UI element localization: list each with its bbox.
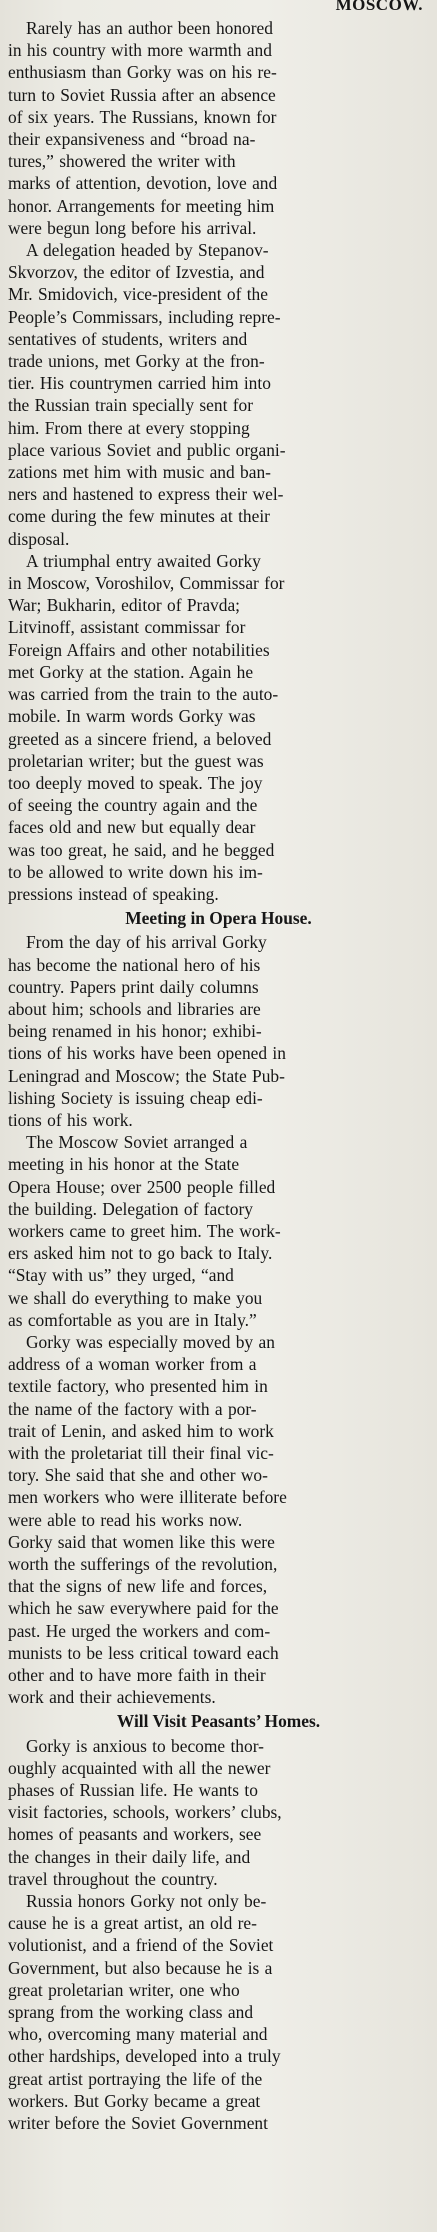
article-paragraph bbox=[8, 1735, 429, 1890]
text-line: Gorky said that women like this were bbox=[8, 1531, 275, 1552]
text-line: the changes in their daily life, and bbox=[8, 1846, 251, 1867]
text-line: ers asked him not to go back to Italy. bbox=[8, 1243, 273, 1264]
text-line: meeting in his honor at the State bbox=[8, 1154, 240, 1175]
text-line: faces old and new but equally dear bbox=[8, 817, 256, 838]
text-line: ners and hastened to express their wel- bbox=[8, 484, 284, 505]
text-line: marks of attention, devotion, love and bbox=[8, 173, 278, 194]
article-paragraph bbox=[8, 1890, 429, 2134]
text-line: cause he is a great artist, an old re- bbox=[8, 1913, 257, 1934]
text-line: proletarian writer; but the guest was bbox=[8, 750, 264, 771]
text-line: that the signs of new life and forces, bbox=[8, 1576, 268, 1597]
text-line: War; Bukharin, editor of Pravda; bbox=[8, 595, 240, 616]
text-line: we shall do everything to make you bbox=[8, 1287, 263, 1308]
text-line: being renamed in his honor; exhibi- bbox=[8, 1021, 262, 1042]
text-line: travel throughout the country. bbox=[8, 1868, 218, 1889]
text-line: in Moscow, Voroshilov, Commissar for bbox=[8, 573, 285, 594]
text-line: Gorky was especially moved by an bbox=[26, 1331, 275, 1352]
text-line: tier. His countrymen carried him into bbox=[8, 373, 271, 394]
article-body bbox=[8, 17, 429, 2134]
text-line: disposal. bbox=[8, 528, 70, 549]
article-paragraph bbox=[8, 550, 429, 905]
text-line: turn to Soviet Russia after an absence bbox=[8, 84, 276, 105]
text-line: volutionist, and a friend of the Soviet bbox=[8, 1935, 274, 1956]
text-line: pressions instead of speaking. bbox=[8, 883, 219, 904]
text-line: People’s Commissars, including repre- bbox=[8, 306, 281, 327]
text-line: trait of Lenin, and asked him to work bbox=[8, 1420, 274, 1441]
text-line: Gorky is anxious to become thor- bbox=[26, 1735, 264, 1756]
text-line: were begun long before his arrival. bbox=[8, 217, 257, 238]
text-line: the name of the factory with a por- bbox=[8, 1398, 257, 1419]
article-paragraph bbox=[8, 239, 429, 550]
dateline: MOSCOW. bbox=[335, 0, 423, 14]
text-line: tions of his works have been opened in bbox=[8, 1043, 286, 1064]
text-line: greeted as a sincere friend, a beloved bbox=[8, 728, 272, 749]
text-line: other hardships, developed into a truly bbox=[8, 2046, 281, 2067]
article-paragraph bbox=[8, 931, 429, 1131]
article-paragraph bbox=[8, 1331, 429, 1708]
text-line: Russia honors Gorky not only be- bbox=[26, 1891, 267, 1912]
text-line: who, overcoming many material and bbox=[8, 2024, 268, 2045]
text-line: to be allowed to write down his im- bbox=[8, 861, 263, 882]
text-line: met Gorky at the station. Again he bbox=[8, 661, 254, 682]
text-line: great proletarian writer, one who bbox=[8, 1979, 240, 2000]
text-line: address of a woman worker from a bbox=[8, 1354, 257, 1375]
text-line: Government, but also because he is a bbox=[8, 1957, 273, 1978]
text-line: textile factory, who presented him in bbox=[8, 1376, 268, 1397]
text-line: tory. She said that she and other wo- bbox=[8, 1465, 268, 1486]
text-line: of six years. The Russians, known for bbox=[8, 106, 277, 127]
text-line: with the proletariat till their final vic- bbox=[8, 1443, 274, 1463]
text-line: come during the few minutes at their bbox=[8, 506, 270, 527]
text-line: other and to have more faith in their bbox=[8, 1665, 266, 1686]
text-line: the Russian train specially sent for bbox=[8, 395, 254, 416]
text-line: sentatives of students, writers and bbox=[8, 328, 248, 349]
text-line: Mr. Smidovich, vice-president of the bbox=[8, 284, 268, 305]
text-line: writer before the Soviet Government bbox=[8, 2113, 268, 2134]
text-line: about him; schools and libraries are bbox=[8, 998, 261, 1019]
text-line: homes of peasants and workers, see bbox=[8, 1824, 262, 1845]
text-line: worth the sufferings of the revolution, bbox=[8, 1554, 278, 1575]
text-line: workers came to greet him. The work- bbox=[8, 1220, 281, 1241]
text-line: visit factories, schools, workers’ clubs, bbox=[8, 1802, 282, 1823]
text-line: Leningrad and Moscow; the State Pub- bbox=[8, 1065, 285, 1086]
text-line: phases of Russian life. He wants to bbox=[8, 1780, 258, 1801]
text-line: men workers who were illiterate before bbox=[8, 1487, 287, 1508]
text-line: him. From there at every stopping bbox=[8, 417, 250, 438]
text-line: oughly acquainted with all the newer bbox=[8, 1757, 271, 1778]
text-line: great artist portraying the life of the bbox=[8, 2068, 263, 2089]
text-line: A triumphal entry awaited Gorky bbox=[26, 550, 261, 571]
text-line: as comfortable as you are in Italy.” bbox=[8, 1309, 257, 1330]
text-line: zations met him with music and ban- bbox=[8, 462, 271, 483]
text-line: was carried from the train to the auto- bbox=[8, 684, 279, 705]
text-line: Foreign Affairs and other notabilities bbox=[8, 639, 270, 660]
text-line: which he saw everywhere paid for the bbox=[8, 1598, 279, 1619]
text-line: munists to be less critical toward each bbox=[8, 1642, 279, 1663]
text-line: of seeing the country again and the bbox=[8, 795, 258, 816]
article-paragraph bbox=[8, 1131, 429, 1331]
text-line: work and their achievements. bbox=[8, 1687, 216, 1708]
text-line: tures,” showered the writer with bbox=[8, 151, 236, 172]
text-line: Rarely has an author been honored bbox=[26, 18, 273, 38]
text-line: A delegation headed by Stepanov- bbox=[26, 240, 269, 261]
text-line: Litvinoff, assistant commissar for bbox=[8, 617, 246, 638]
text-line: was too great, he said, and he begged bbox=[8, 839, 275, 860]
text-line: From the day of his arrival Gorky bbox=[26, 932, 267, 953]
section-heading: Meeting in Opera House. bbox=[125, 908, 312, 929]
text-line: honor. Arrangements for meeting him bbox=[8, 195, 275, 216]
text-line: workers. But Gorky became a great bbox=[8, 2090, 261, 2111]
text-line: past. He urged the workers and com- bbox=[8, 1620, 271, 1641]
text-line: lishing Society is issuing cheap edi- bbox=[8, 1087, 263, 1108]
text-line: tions of his work. bbox=[8, 1109, 133, 1130]
text-line: The Moscow Soviet arranged a bbox=[26, 1132, 248, 1153]
section-heading: Will Visit Peasants’ Homes. bbox=[116, 1711, 321, 1732]
text-line: place various Soviet and public organi- bbox=[8, 439, 286, 460]
article-paragraph bbox=[8, 17, 429, 239]
text-line: “Stay with us” they urged, “and bbox=[8, 1265, 234, 1286]
text-line: mobile. In warm words Gorky was bbox=[8, 706, 256, 727]
text-line: their expansiveness and “broad na- bbox=[8, 129, 256, 150]
text-line: sprang from the working class and bbox=[8, 2002, 254, 2023]
text-line: Opera House; over 2500 people filled bbox=[8, 1176, 276, 1197]
text-line: Skvorzov, the editor of Izvestia, and bbox=[8, 262, 265, 283]
text-line: trade unions, met Gorky at the fron- bbox=[8, 351, 265, 372]
text-line: has become the national hero of his bbox=[8, 954, 261, 975]
text-line: the building. Delegation of factory bbox=[8, 1198, 253, 1219]
text-line: country. Papers print daily columns bbox=[8, 976, 259, 997]
text-line: too deeply moved to speak. The joy bbox=[8, 772, 263, 793]
text-line: enthusiasm than Gorky was on his re- bbox=[8, 62, 277, 83]
text-line: in his country with more warmth and bbox=[8, 40, 272, 61]
text-line: were able to read his works now. bbox=[8, 1509, 243, 1530]
